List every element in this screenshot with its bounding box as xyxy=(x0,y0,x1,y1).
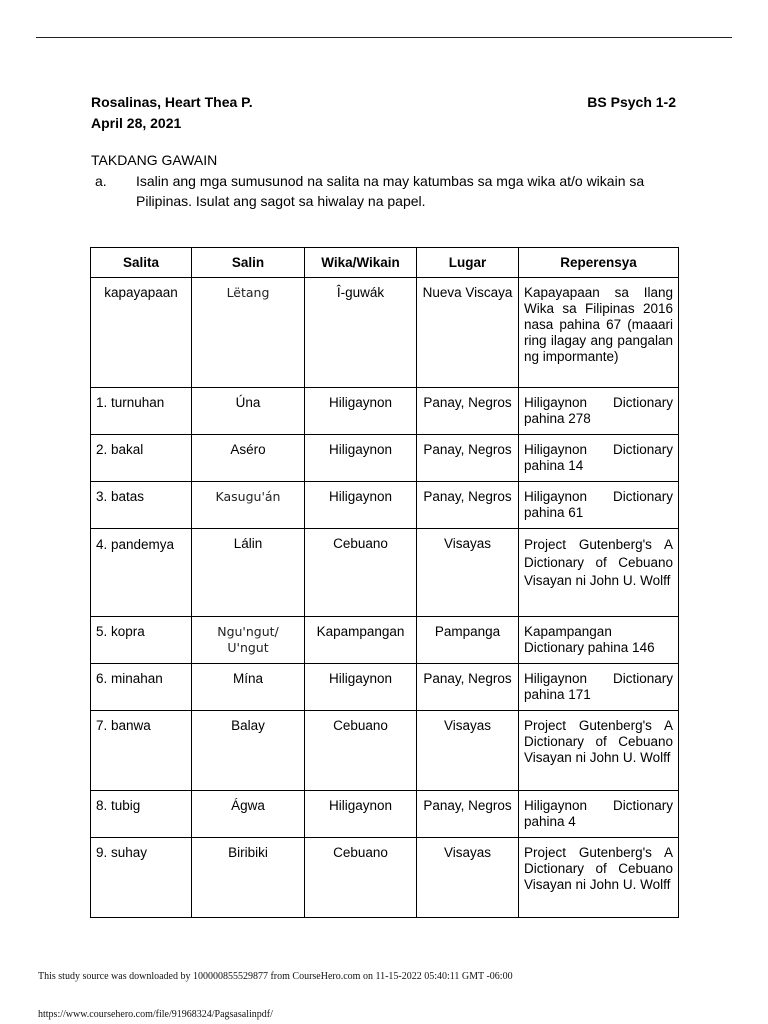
cell-salin: Ágwa xyxy=(192,791,305,838)
cell-salita: kapayapaan xyxy=(91,278,192,388)
cell-salita: 3. batas xyxy=(91,482,192,529)
cell-reperensya: Project Gutenberg's A Dictionary of Cebuano Visayan ni John U. Wolff xyxy=(519,529,679,617)
instruction-marker: a. xyxy=(95,173,107,189)
course-section: BS Psych 1-2 xyxy=(587,94,676,110)
table-header-row xyxy=(91,248,679,278)
cell-salita: 9. suhay xyxy=(91,838,192,918)
cell-salita: 5. kopra xyxy=(91,617,192,664)
cell-wika: Cebuano xyxy=(305,711,417,791)
cell-salin: Mína xyxy=(192,664,305,711)
table-row xyxy=(91,388,679,435)
cell-lugar: Nueva Viscaya xyxy=(417,278,519,388)
cell-salin: Biribiki xyxy=(192,838,305,918)
cell-reperensya: Hiligaynon Dictionary pahina 14 xyxy=(519,435,679,482)
cell-wika: Hiligaynon xyxy=(305,482,417,529)
download-notice: This study source was downloaded by 100000855529877 from CourseHero.com on 11-15-2022 05:40:11 GMT -06:00 xyxy=(38,971,513,982)
cell-salita: 7. banwa xyxy=(91,711,192,791)
table-row xyxy=(91,791,679,838)
table-row xyxy=(91,617,679,664)
cell-wika: Hiligaynon xyxy=(305,664,417,711)
cell-reperensya: Hiligaynon Dictionary pahina 61 xyxy=(519,482,679,529)
cell-reperensya: Project Gutenberg's A Dictionary of Cebuano Visayan ni John U. Wolff xyxy=(519,711,679,791)
header-lugar: Lugar xyxy=(417,248,519,278)
cell-lugar: Visayas xyxy=(417,711,519,791)
cell-wika: Cebuano xyxy=(305,838,417,918)
cell-wika: Hiligaynon xyxy=(305,388,417,435)
header-wika: Wika/Wikain xyxy=(305,248,417,278)
cell-salin: Lálin xyxy=(192,529,305,617)
source-url[interactable]: https://www.coursehero.com/file/91968324/Pagsasalinpdf/ xyxy=(38,1009,273,1020)
table-row xyxy=(91,838,679,918)
cell-wika: Cebuano xyxy=(305,529,417,617)
cell-wika: Hiligaynon xyxy=(305,791,417,838)
cell-salita: 2. bakal xyxy=(91,435,192,482)
submission-date: April 28, 2021 xyxy=(91,115,182,131)
cell-lugar: Visayas xyxy=(417,529,519,617)
cell-reperensya: Hiligaynon Dictionary pahina 278 xyxy=(519,388,679,435)
cell-salin: Aséro xyxy=(192,435,305,482)
table-row xyxy=(91,529,679,617)
header-salita: Salita xyxy=(91,248,192,278)
cell-lugar: Visayas xyxy=(417,838,519,918)
table-row xyxy=(91,711,679,791)
cell-salita: 6. minahan xyxy=(91,664,192,711)
cell-lugar: Panay, Negros xyxy=(417,388,519,435)
header-salin: Salin xyxy=(192,248,305,278)
cell-salin: Úna xyxy=(192,388,305,435)
cell-lugar: Panay, Negros xyxy=(417,435,519,482)
cell-lugar: Panay, Negros xyxy=(417,664,519,711)
cell-reperensya: Hiligaynon Dictionary pahina 171 xyxy=(519,664,679,711)
student-name: Rosalinas, Heart Thea P. xyxy=(91,94,253,110)
cell-salin: Lëtang xyxy=(192,278,305,388)
cell-salin: Kasugu'án xyxy=(192,482,305,529)
translation-table xyxy=(90,247,679,918)
table-row xyxy=(91,664,679,711)
cell-salin: Balay xyxy=(192,711,305,791)
assignment-title: TAKDANG GAWAIN xyxy=(91,152,218,168)
table-row xyxy=(91,435,679,482)
instruction xyxy=(91,171,681,211)
cell-wika: Hiligaynon xyxy=(305,435,417,482)
cell-lugar: Panay, Negros xyxy=(417,791,519,838)
cell-wika: Kapampangan xyxy=(305,617,417,664)
cell-lugar: Panay, Negros xyxy=(417,482,519,529)
cell-wika: Î-guwák xyxy=(305,278,417,388)
cell-reperensya: Hiligaynon Dictionary pahina 4 xyxy=(519,791,679,838)
instruction-text: Isalin ang mga sumusunod na salita na may katumbas sa mga wika at/o wikain sa Pilipinas. Isulat ang sagot sa hiwalay na papel. xyxy=(136,173,645,209)
cell-salita: 1. turnuhan xyxy=(91,388,192,435)
cell-reperensya: Kapampangan Dictionary pahina 146 xyxy=(519,617,679,664)
cell-reperensya: Kapayapaan sa Ilang Wika sa Filipinas 2016 nasa pahina 67 (maaari ring ilagay ang pangalan ng impormante) xyxy=(519,278,679,388)
cell-reperensya: Project Gutenberg's A Dictionary of Cebuano Visayan ni John U. Wolff xyxy=(519,838,679,918)
cell-salin: Ngu'ngut/ U'ngut xyxy=(192,617,305,664)
cell-lugar: Pampanga xyxy=(417,617,519,664)
header-reperensya: Reperensya xyxy=(519,248,679,278)
table-row xyxy=(91,482,679,529)
cell-salita: 8. tubig xyxy=(91,791,192,838)
cell-salita: 4. pandemya xyxy=(91,529,192,617)
table-row xyxy=(91,278,679,388)
top-divider xyxy=(36,37,732,38)
